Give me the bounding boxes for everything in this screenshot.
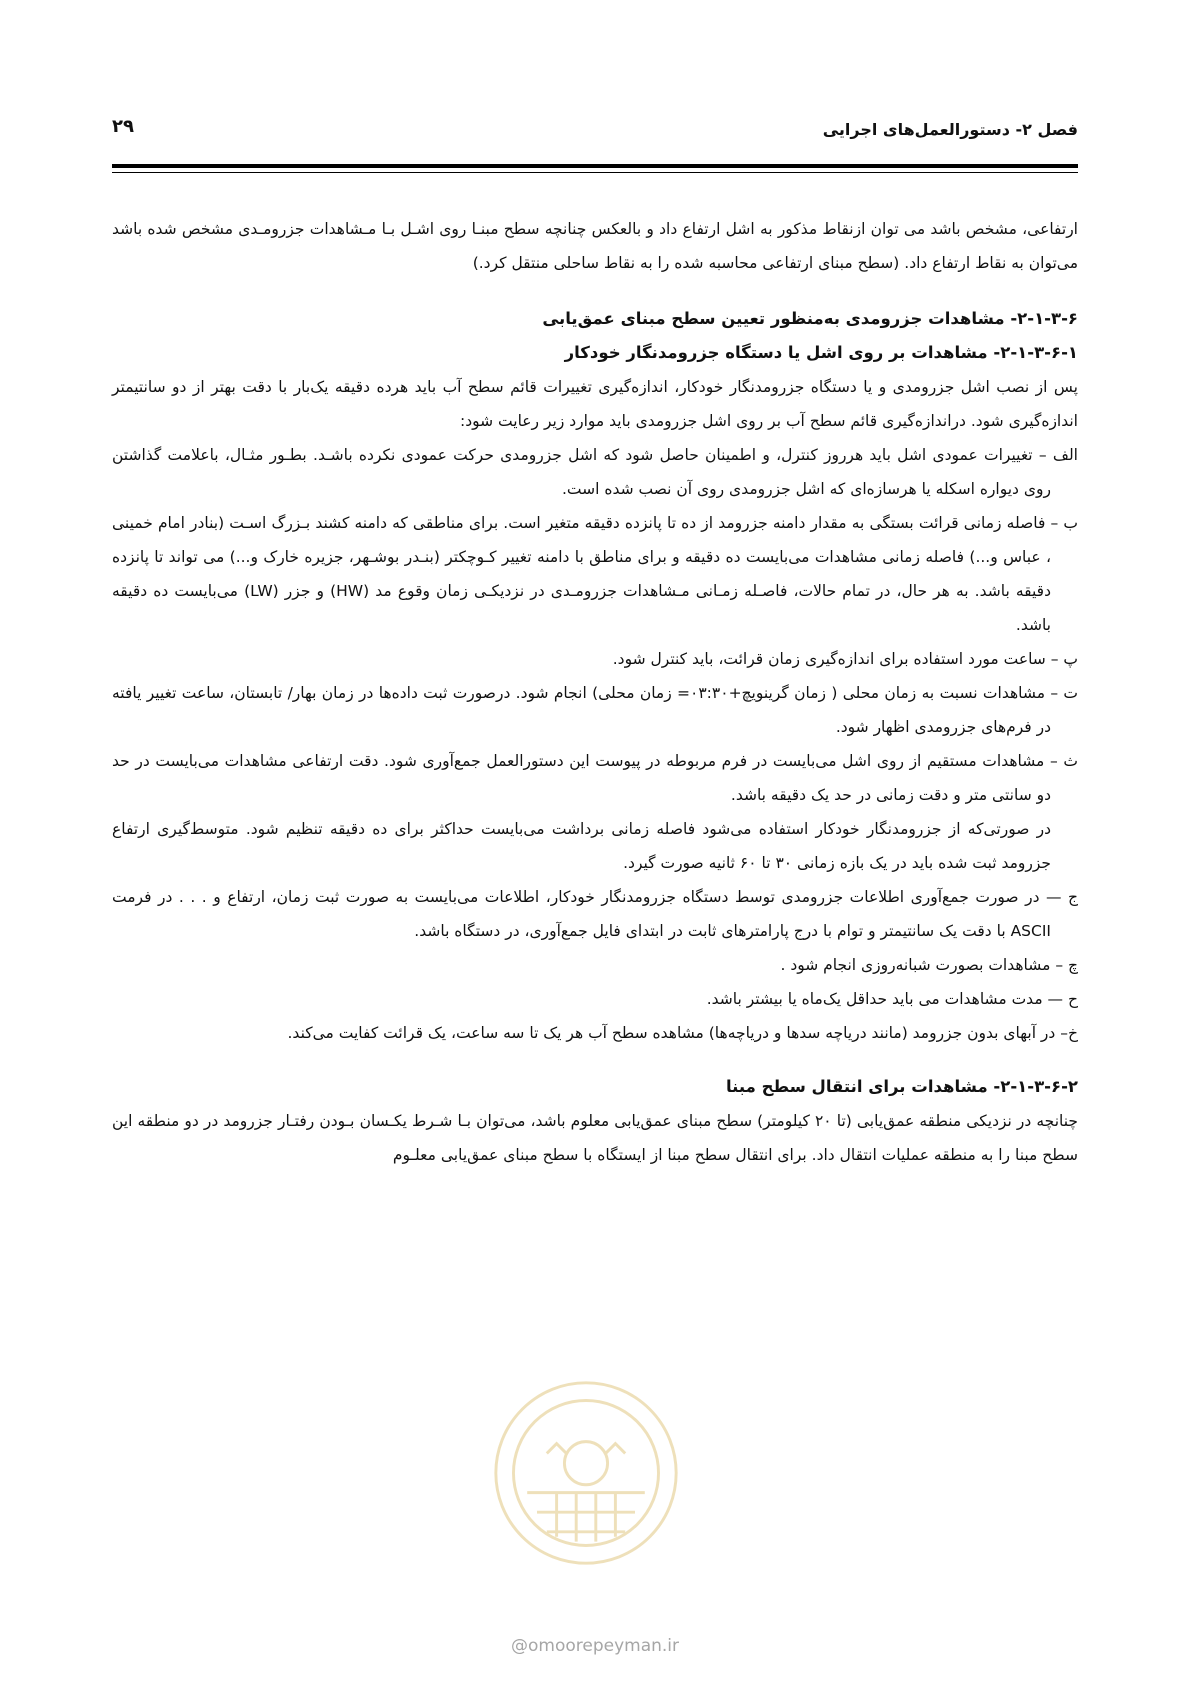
list-item-se: ث – مشاهدات مستقیم از روی اشل می‌بایست در فرم مربوطه در پیوست این دستورالعمل جمع‌آوری شود. دقت ارتفاعی مشاهدات می‌بایست در حد دو سانتی متر و دقت زمانی در حد یک دقیقه باشد. [112,752,1078,804]
page-number: ۲۹ [112,116,134,137]
final-paragraph: چنانچه در نزدیکی منطقه عمق‌یابی (تا ۲۰ کیلومتر) سطح مبنای عمق‌یابی معلوم باشد، می‌توان بـا شـرط یکـسان بـودن رفتـار جزرومد در دو منطقه این سطح مبنا را به منطقه عملیات انتقال داد. برای انتقال سطح مبنا از ایستگاه با سطح مبنای عمق‌یابی معلـوم [112,1112,1078,1164]
watermark-seal-icon [488,1375,684,1571]
list-item-te: ت – مشاهدات نسبت به زمان محلی ( زمان گرینویچ+۰۳:۳۰= زمان محلی) انجام شود. درصورت ثبت داده‌ها در زمان بهار/ تابستان، ساعت تغییر یافته در فرم‌های جزرومدی اظهار شود. [112,684,1078,736]
header-rule-thick [112,164,1078,168]
section-heading-1: ۲-۱-۳-۶- مشاهدات جزرومدی به‌منظور تعیین سطح مبنای عمق‌یابی [542,309,1078,328]
body-paragraph-2: پس از نصب اشل جزرومدی و یا دستگاه جزرومدنگار خودکار، اندازه‌گیری تغییرات قائم سطح آب باید هرده دقیقه یک‌بار با دقت بهتر از دو سانتیمتر اندازه‌گیری شود. دراندازه‌گیری قائم سطح آب بر روی اشل جزرومدی باید موارد زیر رعایت شود: [112,378,1078,430]
header-rule-thin [112,172,1078,173]
section-heading-2: ۲-۱-۳-۶-۱- مشاهدات بر روی اشل یا دستگاه جزرومدنگار خودکار [564,343,1078,362]
list-item-pe: پ – ساعت مورد استفاده برای اندازه‌گیری زمان قرائت، باید کنترل شود. [612,650,1078,668]
list-item-alef: الف – تغییرات عمودی اشل باید هرروز کنترل، و اطمینان حاصل شود که اشل جزرومدی حرکت عمودی نکرده باشـد. بطـور مثـال، باعلامت گذاشتن روی دیواره اسکله یا هرسازه‌ای که اشل جزرومدی روی آن نصب شده است. [112,446,1078,498]
list-item-be: ب – فاصله زمانی قرائت بستگی به مقدار دامنه جزرومد از ده تا پانزده دقیقه متغیر است. برای مناطقی که دامنه کشند بـزرگ اسـت (بنادر امام خمینی ، عباس و...) فاصله زمانی مشاهدات می‌بایست ده دقیقه و برای مناطق با دامنه تغییر کـوچکتر (بنـدر بوشـهر، جزیره خارک و...) می تواند تا پانزده دقیقه باشد. به هر حال، در تمام حالات، فاصـله زمـانی مـشاهدات جزرومـدی در نزدیکـی زمان وقوع مد (HW) و جزر (LW) می‌بایست ده دقیقه باشد. [112,514,1078,634]
watermark-site-text: @omoorepeyman.ir [510,1636,680,1656]
page-header [112,116,1078,152]
list-item-se-continuation: در صورتی‌که از جزرومدنگار خودکار استفاده می‌شود فاصله زمانی برداشت می‌بایست حداکثر برای ده دقیقه تنظیم شود. متوسط‌گیری ارتفاع جزرومد ثبت شده باید در یک بازه زمانی ۳۰ تا ۶۰ ثانیه صورت گیرد. [112,820,1051,872]
list-item-khe: خ– در آبهای بدون جزرومد (مانند دریاچه سدها و دریاچه‌ها) مشاهده سطح آب هر یک تا سه ساعت، یک قرائت کفایت می‌کند. [287,1024,1078,1042]
chapter-title: فصل ۲- دستورالعمل‌های اجرایی [822,120,1078,139]
list-item-che: چ – مشاهدات بصورت شبانه‌روزی انجام شود . [780,956,1078,974]
section-heading-3: ۲-۱-۳-۶-۲- مشاهدات برای انتقال سطح مبنا [725,1077,1078,1096]
page-body [112,212,1078,1172]
list-item-jim: ج — در صورت جمع‌آوری اطلاعات جزرومدی توسط دستگاه جزرومدنگار خودکار، اطلاعات می‌بایست به صورت ثبت زمان، ارتفاع و . . . در فرمت ASCII با دقت یک سانتیمتر و توام با درج پارامترهای ثابت در ابتدای فایل جمع‌آوری، در دستگاه باشد. [112,888,1078,940]
list-item-he: ح — مدت مشاهدات می باید حداقل یک‌ماه یا بیشتر باشد. [706,990,1078,1008]
intro-paragraph: ارتفاعی، مشخص باشد می توان ازنقاط مذکور به اشل ارتفاع داد و بالعکس چنانچه سطح مبنـا روی اشـل بـا مـشاهدات جزرومـدی مشخص شده باشد می‌توان به نقاط ارتفاع داد. (سطح مبنای ارتفاعی محاسبه شده را به نقاط ساحلی منتقل کرد.) [112,220,1078,272]
